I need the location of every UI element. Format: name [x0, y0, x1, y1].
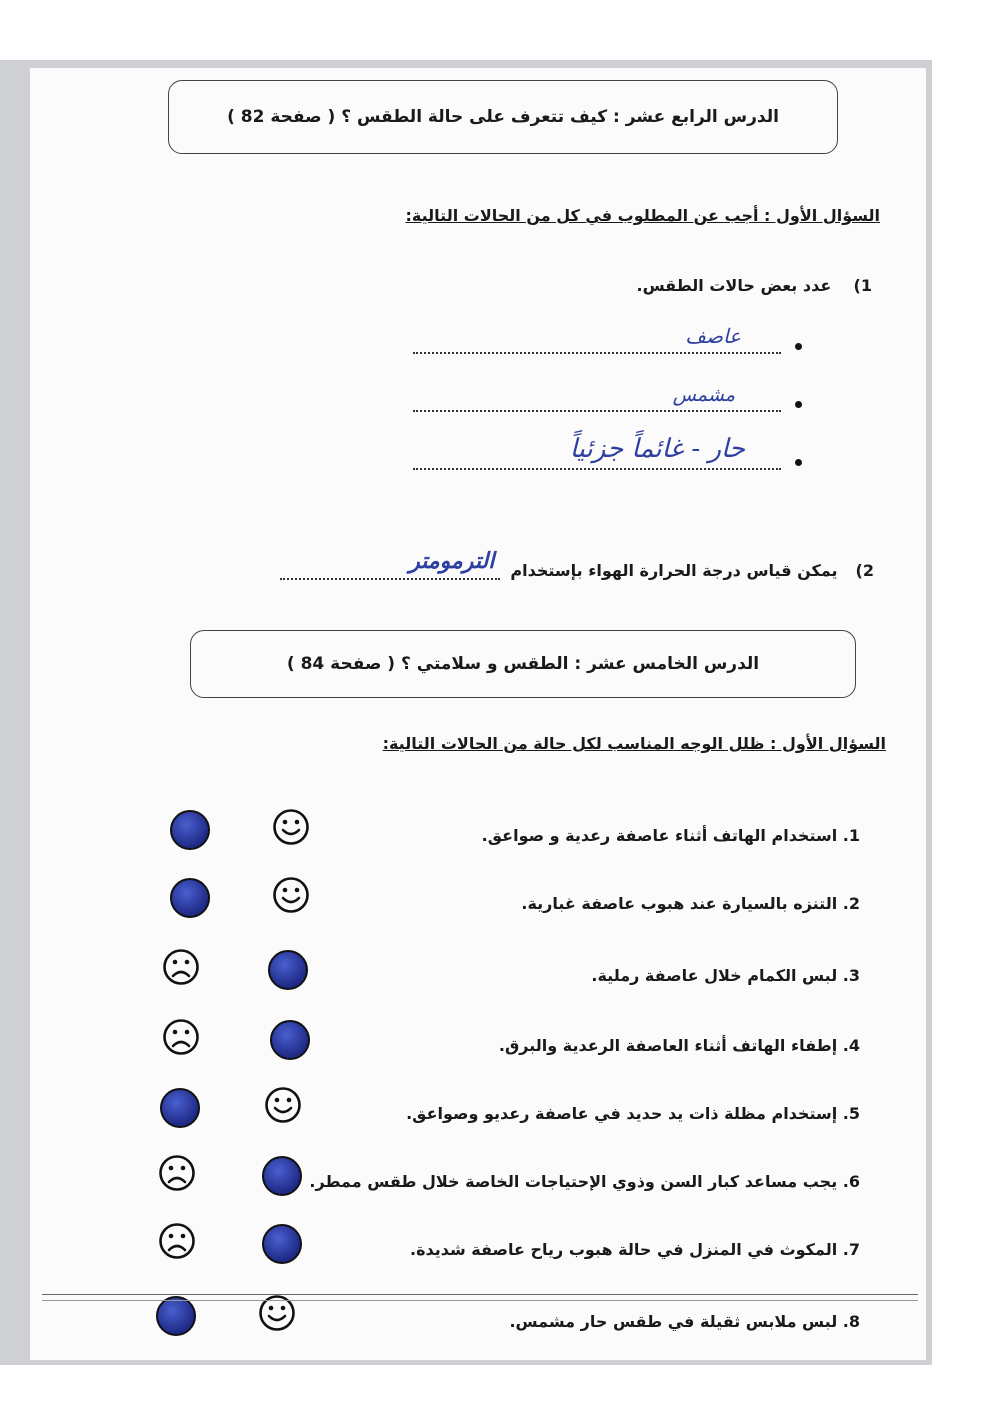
- sad-face-icon[interactable]: [162, 948, 200, 986]
- q2-line: [280, 548, 874, 580]
- safety-item-label: 1. استخدام الهاتف أثناء عاصفة رعدية و صواعق.: [481, 826, 860, 845]
- shaded-sad-face-icon[interactable]: [170, 810, 210, 850]
- bullet-icon: [795, 401, 802, 408]
- safety-item-label: 6. يجب مساعد كبار السن وذوي الإحتياجات الخاصة خلال طقس ممطر.: [309, 1172, 860, 1191]
- answer-3: حار - غائماً جزئياً: [569, 434, 745, 464]
- lesson15-title: الدرس الخامس عشر : الطقس و سلامتي ؟ ( صفحة 84 ): [286, 654, 760, 674]
- lesson15-question-head: السؤال الأول : ظلل الوجه المناسب لكل حالة من الحالات التالية:: [382, 734, 886, 753]
- answer-2: مشمس: [672, 384, 735, 406]
- shaded-sad-face-icon[interactable]: [156, 1296, 196, 1336]
- shaded-sad-face-icon[interactable]: [170, 878, 210, 918]
- happy-face-icon[interactable]: [272, 876, 310, 914]
- q2-dotted-line: [280, 548, 500, 580]
- sad-face-icon[interactable]: [158, 1154, 196, 1192]
- answer-line-2: [413, 384, 802, 412]
- shaded-sad-face-icon[interactable]: [160, 1088, 200, 1128]
- q2-number: 2): [855, 561, 874, 580]
- bottom-divider-2: [42, 1300, 918, 1301]
- bottom-divider: [42, 1294, 918, 1295]
- answer-dotted-line: [413, 384, 781, 412]
- shaded-happy-face-icon[interactable]: [270, 1020, 310, 1060]
- answer-line-1: [413, 324, 802, 354]
- safety-item-label: 8. لبس ملابس ثقيلة في طقس حار مشمس.: [509, 1312, 860, 1331]
- bullet-icon: [795, 343, 802, 350]
- shaded-happy-face-icon[interactable]: [262, 1156, 302, 1196]
- answer-dotted-line: [413, 324, 781, 354]
- safety-item-label: 2. التنزه بالسيارة عند هبوب عاصفة غبارية.: [521, 894, 860, 913]
- q1-line: [636, 276, 872, 295]
- answer-dotted-line: [413, 434, 781, 470]
- bullet-icon: [795, 459, 802, 466]
- safety-item-label: 5. إستخدام مظلة ذات يد حديد في عاصفة رعديو وصواعق.: [406, 1104, 860, 1123]
- lesson14-title: الدرس الرابع عشر : كيف تتعرف على حالة الطقس ؟ ( صفحة 82 ): [227, 107, 779, 127]
- shaded-happy-face-icon[interactable]: [268, 950, 308, 990]
- q1-text: عدد بعض حالات الطقس.: [636, 276, 832, 295]
- shaded-happy-face-icon[interactable]: [262, 1224, 302, 1264]
- q2-text: يمكن قياس درجة الحرارة الهواء بإستخدام: [510, 561, 838, 580]
- sad-face-icon[interactable]: [162, 1018, 200, 1056]
- happy-face-icon[interactable]: [272, 808, 310, 846]
- safety-item-label: 7. المكوث في المنزل في حالة هبوب رياح عاصفة شديدة.: [409, 1240, 860, 1259]
- sad-face-icon[interactable]: [158, 1222, 196, 1260]
- lesson14-title-box: [168, 80, 838, 154]
- happy-face-icon[interactable]: [264, 1086, 302, 1124]
- lesson15-title-box: [190, 630, 856, 698]
- q2-answer: الترمومتر: [409, 548, 495, 574]
- safety-item-label: 4. إطفاء الهاتف أثناء العاصفة الرعدية والبرق.: [498, 1036, 860, 1055]
- answer-1: عاصف: [685, 324, 741, 348]
- answer-line-3: [413, 434, 802, 470]
- q1-number: 1): [853, 276, 872, 295]
- safety-item-label: 3. لبس الكمام خلال عاصفة رملية.: [591, 966, 860, 985]
- lesson14-question-head: السؤال الأول : أجب عن المطلوب في كل من الحالات التالية:: [405, 206, 880, 225]
